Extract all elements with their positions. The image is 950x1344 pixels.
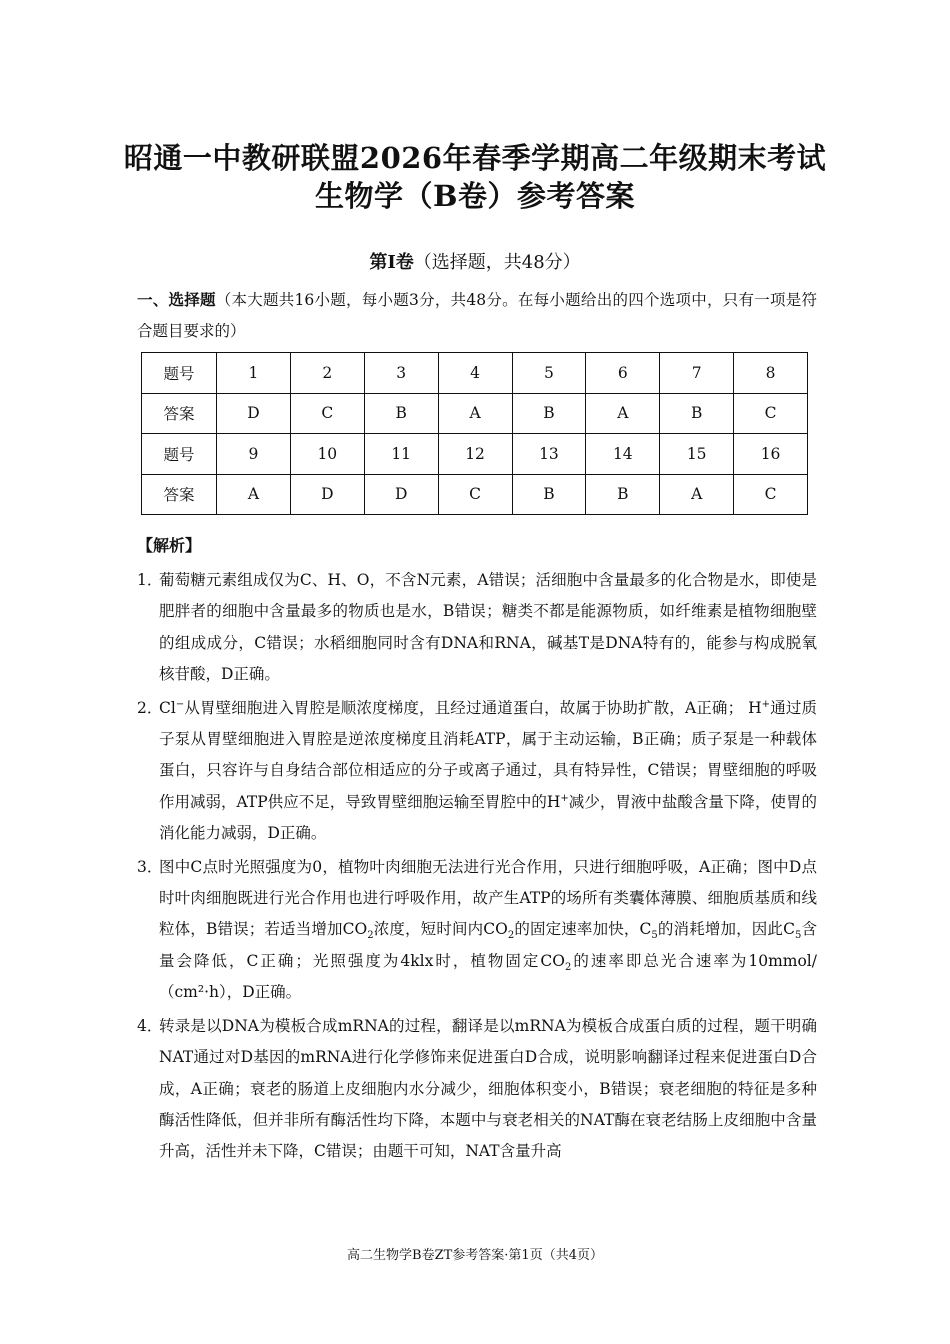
analysis-text: 的消耗增加，因此C bbox=[657, 920, 795, 939]
answer-table-row bbox=[142, 434, 808, 475]
analysis-text: 含量会降低，C正确；光照强度为4klx时，植物固定CO bbox=[159, 920, 817, 970]
answer-table-row bbox=[142, 353, 808, 394]
answer-table-cell: A bbox=[438, 393, 512, 434]
part-heading-rest: （选择题，共48分） bbox=[413, 252, 581, 273]
answer-table-cell: 9 bbox=[217, 434, 291, 475]
subscript: 5 bbox=[794, 930, 802, 942]
analysis-heading: 【解析】 bbox=[137, 536, 202, 555]
superscript: + bbox=[560, 792, 569, 804]
analysis-text: 通过质子泵从胃壁细胞进入胃腔是逆浓度梯度且消耗ATP，属于主动运输，B正确；质子泵是一种载体蛋白，只容许与自身结合部位相适应的分子或离子通过，具有特异性，C错误；胃壁细胞的呼吸作用减弱，ATP供应不足，导致胃壁细胞运输至胃腔中的H bbox=[159, 698, 817, 811]
subscript: 2 bbox=[564, 961, 572, 973]
document-title-line-1: 昭通一中教研联盟2026年春季学期高二年级期末考试 bbox=[123, 141, 827, 175]
analysis-text: 的速率即总光合速率为10mmol/（cm²·h），D正确。 bbox=[159, 951, 817, 1002]
answer-table-cell: B bbox=[660, 393, 734, 434]
answer-table-cell: C bbox=[734, 393, 808, 434]
part-heading bbox=[0, 248, 950, 274]
answer-table-cell: A bbox=[217, 474, 291, 515]
answer-table-cell: B bbox=[512, 393, 586, 434]
subscript: 2 bbox=[507, 930, 515, 942]
answer-table-row-label: 题号 bbox=[142, 353, 217, 394]
answer-table-cell: A bbox=[660, 474, 734, 515]
analysis-item bbox=[137, 565, 817, 691]
analysis-item-number: 1． bbox=[137, 571, 163, 589]
answer-table-cell: A bbox=[586, 393, 660, 434]
answer-table-cell: D bbox=[217, 393, 291, 434]
answer-table-cell: 7 bbox=[660, 353, 734, 394]
answer-table-row-label: 答案 bbox=[142, 474, 217, 515]
analysis-text: 图中C点时光照强度为0，植物叶肉细胞无法进行光合作用，只进行细胞呼吸，A正确；图中D点时叶肉细胞既进行光合作用也进行呼吸作用，故产生ATP的场所有类囊体薄膜、细胞质基质和线粒体，B错误；若适当增加CO bbox=[159, 857, 817, 939]
answer-table-cell: 16 bbox=[734, 434, 808, 475]
document-title-line-2: 生物学（B卷）参考答案 bbox=[314, 179, 635, 213]
answer-table-cell: 13 bbox=[512, 434, 586, 475]
answer-table-cell: B bbox=[364, 393, 438, 434]
part-heading-bold: 第Ⅰ卷 bbox=[369, 252, 414, 273]
analysis-item-number: 3． bbox=[137, 857, 163, 876]
answer-table-cell: D bbox=[364, 474, 438, 515]
answer-table-cell: B bbox=[512, 474, 586, 515]
analysis-text: 的固定速率加快，C bbox=[514, 920, 652, 939]
section-instruction bbox=[137, 284, 817, 347]
analysis-item bbox=[137, 852, 817, 1009]
answer-table bbox=[141, 352, 808, 515]
answer-table-cell: 5 bbox=[512, 353, 586, 394]
instruction-rest: （本大题共16小题，每小题3分，共48分。在每小题给出的四个选项中，只有一项是符合题目要求的） bbox=[137, 291, 817, 340]
instruction-bold: 一、选择题 bbox=[137, 290, 216, 309]
answer-table-cell: 1 bbox=[217, 353, 291, 394]
answer-table-cell: 4 bbox=[438, 353, 512, 394]
analysis-item bbox=[137, 1011, 817, 1168]
answer-table-cell: 11 bbox=[364, 434, 438, 475]
answer-table-cell: C bbox=[290, 393, 364, 434]
answer-table-row-label: 题号 bbox=[142, 434, 217, 475]
answer-table-cell: B bbox=[586, 474, 660, 515]
answer-table-cell: C bbox=[438, 474, 512, 515]
subscript: 2 bbox=[367, 930, 374, 942]
answer-table-cell: 3 bbox=[364, 353, 438, 394]
analysis-text: 转录是以DNA为模板合成mRNA的过程，翻译是以mRNA为模板合成蛋白质的过程，题干明确NAT通过对D基因的mRNA进行化学修饰来促进蛋白D合成，说明影响翻译过程来促进蛋白D合成，A正确；衰老的肠道上皮细胞内水分减少，细胞体积变小，B错误；衰老细胞的特征是多种酶活性降低，但并非所有酶活性均下降，本题中与衰老相关的NAT酶在衰老结肠上皮细胞中含量升高，活性并未下降，C错误；由题干可知，NAT含量升高 bbox=[159, 1016, 817, 1161]
analysis-text: 从胃壁细胞进入胃腔是顺浓度梯度，且经过通道蛋白，故属于协助扩散，A正确； H bbox=[184, 698, 762, 717]
answer-table-cell: C bbox=[734, 474, 808, 515]
analysis-text: 葡萄糖元素组成仅为C、H、O，不含N元素，A错误；活细胞中含量最多的化合物是水，即使是肥胖者的细胞中含量最多的物质也是水，B错误；糖类不都是能源物质，如纤维素是植物细胞壁的组成成分，C错误；水稻细胞同时含有DNA和RNA，碱基T是DNA特有的，能参与构成脱氧核苷酸，D正确。 bbox=[159, 571, 817, 684]
superscript: − bbox=[175, 698, 185, 710]
analysis-item-number: 2． bbox=[137, 698, 163, 717]
analysis-item-number: 4． bbox=[137, 1016, 163, 1035]
analysis-text: Cl bbox=[159, 698, 176, 717]
analysis-text: 减少，胃液中盐酸含量下降，使胃的消化能力减弱，D正确。 bbox=[159, 792, 817, 843]
superscript: + bbox=[761, 698, 771, 710]
analysis-list bbox=[137, 565, 817, 1170]
answer-table-cell: 2 bbox=[290, 353, 364, 394]
answer-table-row bbox=[142, 474, 808, 515]
answer-table-cell: 8 bbox=[734, 353, 808, 394]
answer-table-row-label: 答案 bbox=[142, 393, 217, 434]
answer-table-cell: 6 bbox=[586, 353, 660, 394]
answer-table-row bbox=[142, 393, 808, 434]
answer-table-cell: 15 bbox=[660, 434, 734, 475]
answer-table-cell: 10 bbox=[290, 434, 364, 475]
answer-table-cell: D bbox=[290, 474, 364, 515]
subscript: 5 bbox=[651, 930, 658, 942]
analysis-text: 浓度，短时间内CO bbox=[373, 920, 508, 939]
analysis-item bbox=[137, 693, 817, 850]
page-footer: 高二生物学B卷ZT参考答案·第1页（共4页） bbox=[347, 1248, 603, 1263]
answer-table-cell: 14 bbox=[586, 434, 660, 475]
answer-table-cell: 12 bbox=[438, 434, 512, 475]
